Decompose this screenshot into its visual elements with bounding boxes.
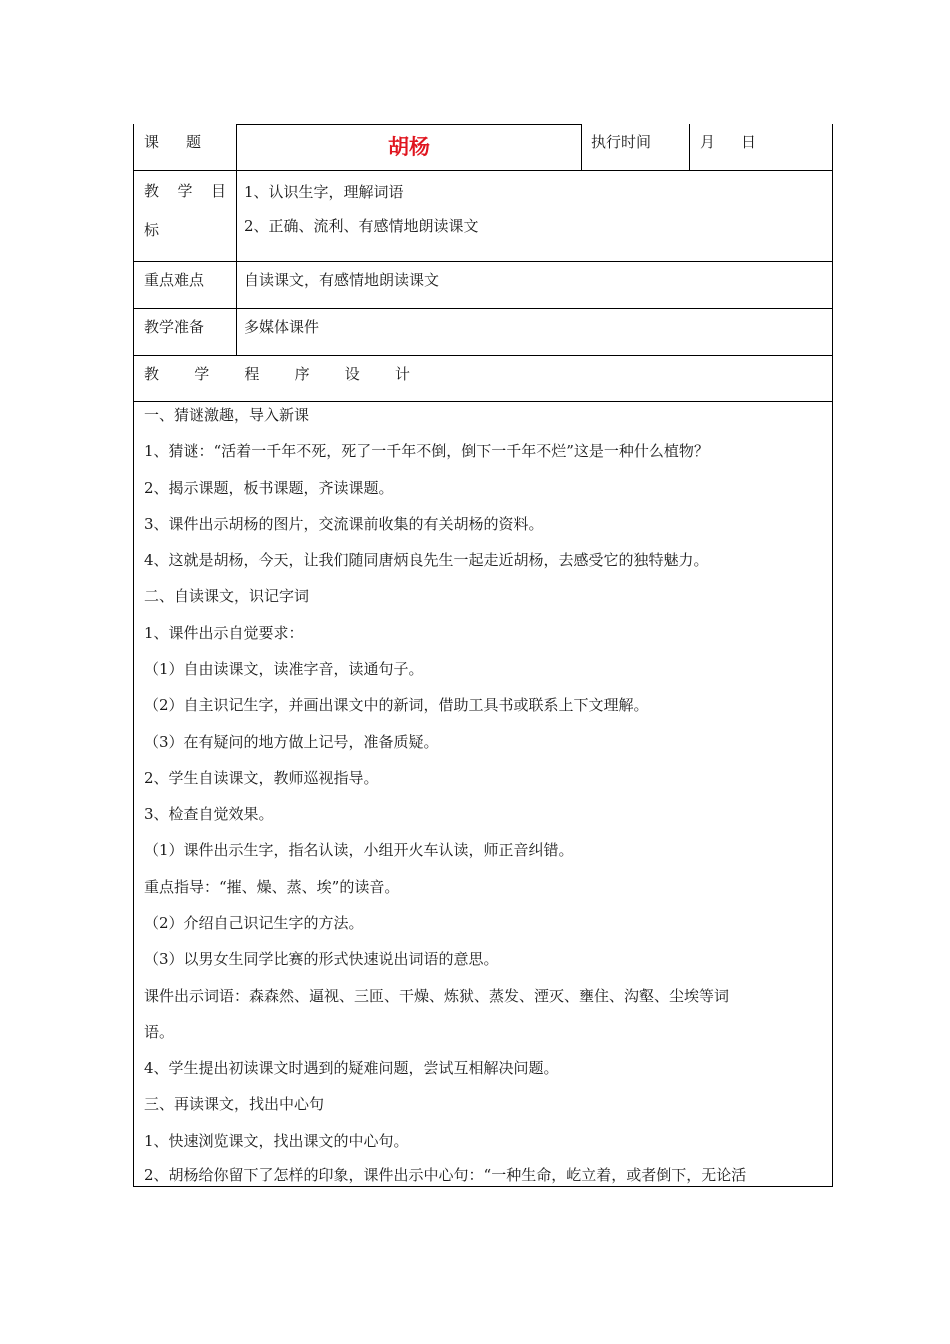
row-divider bbox=[134, 261, 832, 262]
column-divider bbox=[581, 124, 582, 170]
procedure-line: （2）介绍自己识记生字的方法。 bbox=[144, 914, 364, 932]
row-divider bbox=[134, 355, 832, 356]
goals-label: 教 学 目 bbox=[144, 182, 226, 200]
procedure-line: 3、检查自觉效果。 bbox=[144, 805, 274, 823]
procedure-line: （1）自由读课文，读准字音，读通句子。 bbox=[144, 660, 424, 678]
preparation-value: 多媒体课件 bbox=[244, 318, 320, 336]
key-points-value: 自读课文，有感情地朗读课文 bbox=[244, 271, 440, 289]
title-cell-border bbox=[236, 124, 582, 125]
procedure-line: （1）课件出示生字，指名认读，小组开火车认读，师正音纠错。 bbox=[144, 841, 574, 859]
lesson-plan-table bbox=[133, 124, 833, 1187]
procedure-line: 2、学生自读课文，教师巡视指导。 bbox=[144, 769, 379, 787]
procedure-line: 三、再读课文，找出中心句 bbox=[144, 1095, 325, 1113]
procedure-line: 3、课件出示胡杨的图片，交流课前收集的有关胡杨的资料。 bbox=[144, 515, 544, 533]
topic-label: 课 题 bbox=[144, 133, 201, 151]
procedure-line: 重点指导：“摧、燥、蒸、埃”的读音。 bbox=[144, 878, 400, 896]
procedure-line: 2、揭示课题，板书课题，齐读课题。 bbox=[144, 479, 394, 497]
procedure-line: 4、学生提出初读课文时遇到的疑难问题，尝试互相解决问题。 bbox=[144, 1059, 559, 1077]
procedure-line: （3）以男女生同学比赛的形式快速说出词语的意思。 bbox=[144, 950, 499, 968]
row-divider bbox=[134, 401, 832, 402]
goal-item: 2、正确、流利、有感情地朗读课文 bbox=[244, 217, 479, 235]
procedure-line: （3）在有疑问的地方做上记号，准备质疑。 bbox=[144, 733, 439, 751]
procedure-design-header: 教 学 程 序 设 计 bbox=[144, 365, 410, 383]
procedure-line: 4、这就是胡杨，今天，让我们随同唐炳良先生一起走近胡杨，去感受它的独特魅力。 bbox=[144, 551, 709, 569]
procedure-line: 语。 bbox=[144, 1023, 175, 1041]
procedure-line: 1、快速浏览课文，找出课文的中心句。 bbox=[144, 1132, 409, 1150]
row-divider bbox=[134, 308, 832, 309]
procedure-line: 一、猜谜激趣，导入新课 bbox=[144, 406, 310, 424]
procedure-line: 二、自读课文，识记字词 bbox=[144, 587, 310, 605]
goal-item: 1、认识生字，理解词语 bbox=[244, 183, 404, 201]
procedure-line: （2）自主识记生字，并画出课文中的新词，借助工具书或联系上下文理解。 bbox=[144, 696, 649, 714]
column-divider bbox=[236, 124, 237, 355]
procedure-line: 1、课件出示自觉要求： bbox=[144, 624, 304, 642]
key-points-label: 重点难点 bbox=[144, 271, 205, 289]
procedure-line: 1、猜谜：“活着一千年不死，死了一千年不倒，倒下一千年不烂”这是一种什么植物？ bbox=[144, 442, 709, 460]
execution-time-label: 执行时间 bbox=[591, 133, 652, 151]
preparation-label: 教学准备 bbox=[144, 318, 205, 336]
date-field: 月 日 bbox=[700, 133, 756, 151]
column-divider bbox=[689, 124, 690, 170]
procedure-line: 2、胡杨给你留下了怎样的印象，课件出示中心句：“一种生命，屹立着，或者倒下，无论活 bbox=[144, 1166, 747, 1184]
goals-label-line2: 标 bbox=[144, 221, 160, 239]
row-divider bbox=[134, 170, 832, 171]
lesson-title: 胡杨 bbox=[388, 135, 430, 159]
procedure-line: 课件出示词语：森森然、逼视、三匝、干燥、炼狱、蒸发、湮灭、壅住、沟壑、尘埃等词 bbox=[144, 987, 730, 1005]
